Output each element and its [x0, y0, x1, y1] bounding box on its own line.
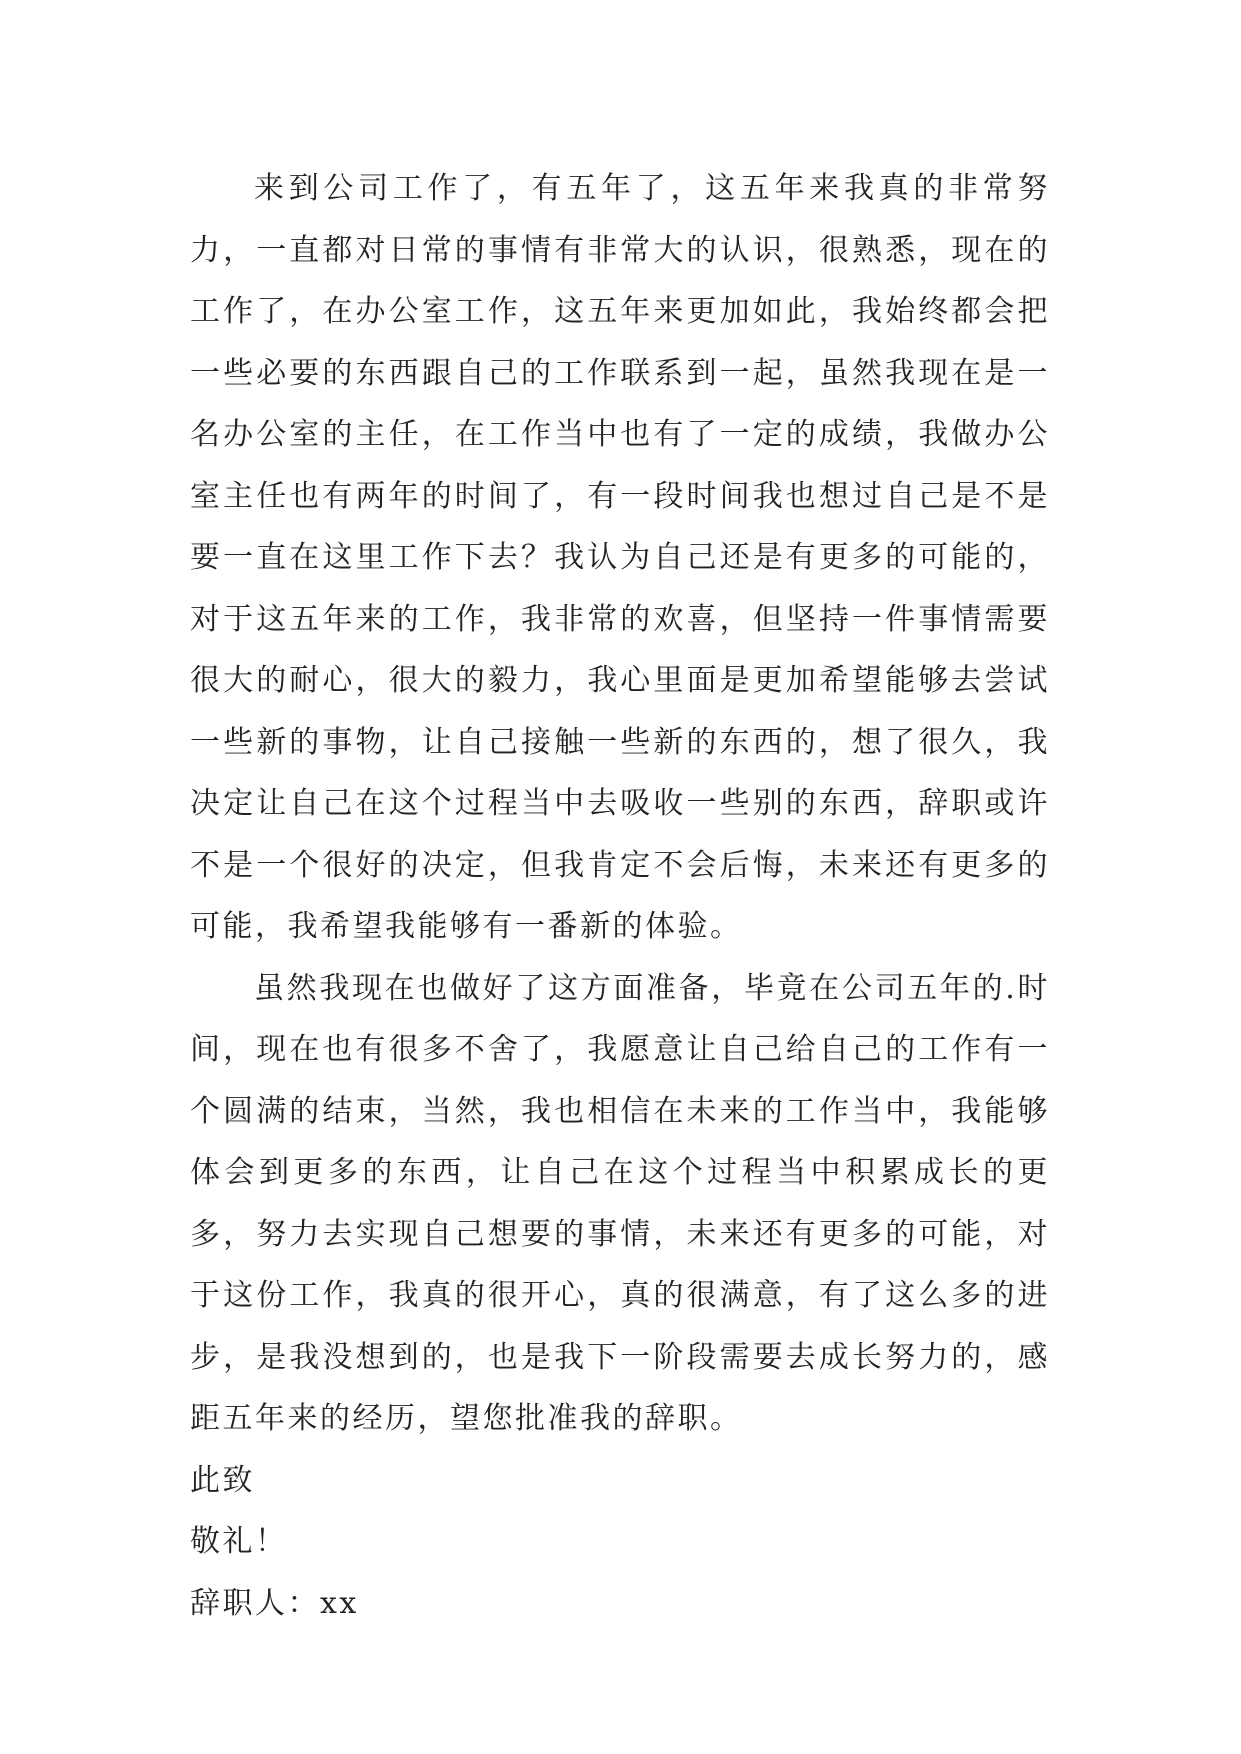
closing-salutation: 此致 [190, 1462, 255, 1498]
signature-line: 辞职人：xx [190, 1585, 359, 1621]
paragraph-2: 虽然我现在也做好了这方面准备，毕竟在公司五年的.时间，现在也有很多不舍了，我愿意让自己给自己的工作有一个圆满的结束，当然，我也相信在未来的工作当中，我能够体会到更多的东西，让自己在这个过程当中积累成长的更多，努力去实现自己想要的事情，未来还有更多的可能，对于这份工作，我真的很开心，真的很满意，有了这么多的进步，是我没想到的，也是我下一阶段需要去成长努力的，感距五年来的经历，望您批准我的辞职。 [190, 970, 1050, 1436]
paragraph-1: 来到公司工作了，有五年了，这五年来我真的非常努力，一直都对日常的事情有非常大的认识，很熟悉，现在的工作了，在办公室工作，这五年来更加如此，我始终都会把一些必要的东西跟自己的工作联系到一起，虽然我现在是一名办公室的主任，在工作当中也有了一定的成绩，我做办公室主任也有两年的时间了，有一段时间我也想过自己是不是要一直在这里工作下去？我认为自己还是有更多的可能的，对于这五年来的工作，我非常的欢喜，但坚持一件事情需要很大的耐心，很大的毅力，我心里面是更加希望能够去尝试一些新的事物，让自己接触一些新的东西的，想了很久，我决定让自己在这个过程当中去吸收一些别的东西，辞职或许不是一个很好的决定，但我肯定不会后悔，未来还有更多的可能，我希望我能够有一番新的体验。 [190, 171, 1050, 944]
closing-regards: 敬礼！ [190, 1524, 288, 1559]
letter-body [190, 158, 1050, 1634]
